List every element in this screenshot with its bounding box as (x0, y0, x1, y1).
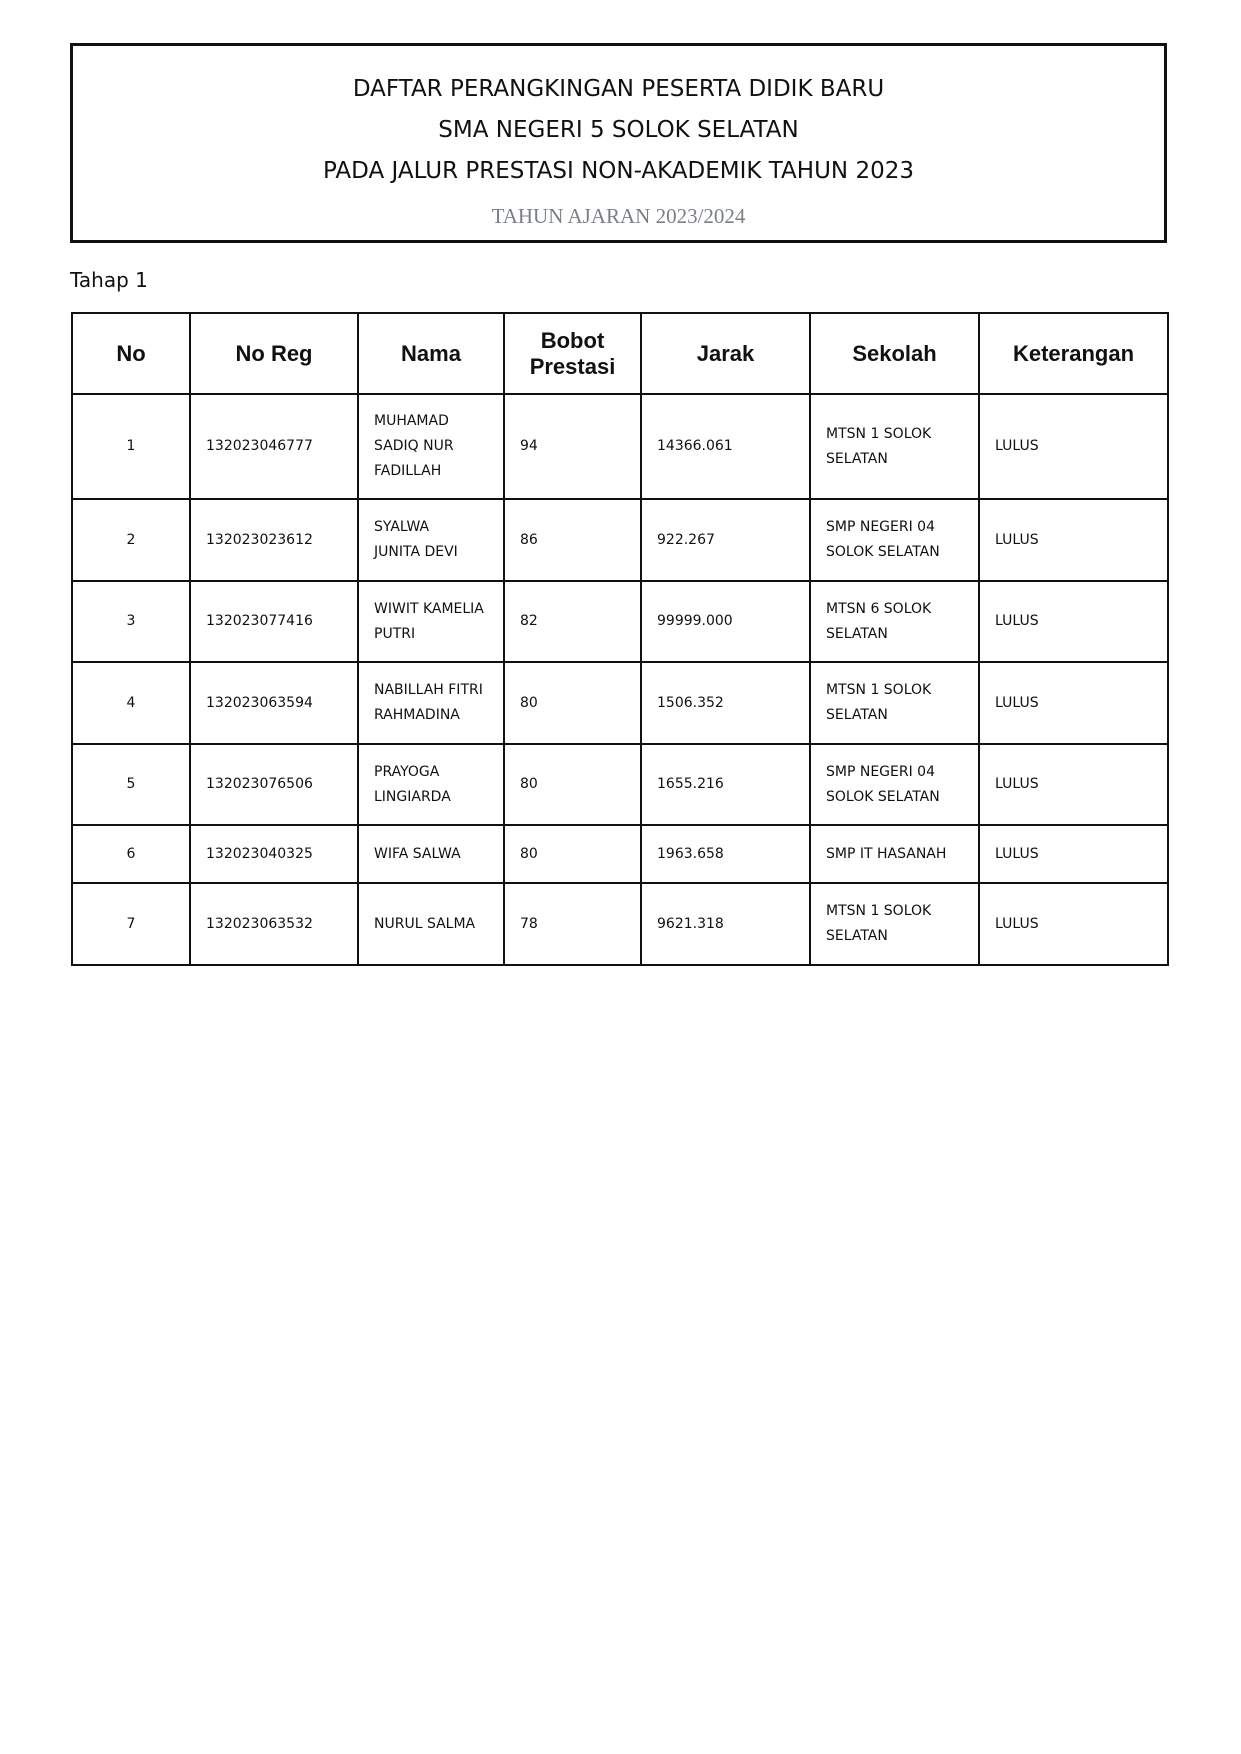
column-header-keterangan: Keterangan (979, 313, 1168, 394)
nama-line: PRAYOGA (374, 763, 440, 780)
header-school-name: SMA NEGERI 5 SOLOK SELATAN (438, 117, 799, 143)
cell-bobot: 80 (504, 662, 641, 744)
cell-keterangan: LULUS (979, 662, 1168, 744)
ranking-table (71, 312, 1169, 966)
cell-nama (358, 825, 504, 883)
cell-noreg: 132023046777 (190, 394, 358, 499)
header-academic-year: TAHUN AJARAN 2023/2024 (491, 204, 746, 228)
cell-noreg: 132023077416 (190, 581, 358, 662)
sekolah-line: SOLOK SELATAN (826, 788, 940, 805)
cell-sekolah (810, 499, 979, 581)
table-header-row (72, 313, 1168, 394)
sekolah-line: SOLOK SELATAN (826, 544, 940, 560)
cell-noreg: 132023023612 (190, 499, 358, 581)
cell-bobot: 82 (504, 581, 641, 662)
sekolah-line: SMP NEGERI 04 (826, 763, 935, 780)
cell-sekolah (810, 394, 979, 499)
cell-keterangan: LULUS (979, 581, 1168, 662)
cell-bobot: 80 (504, 825, 641, 883)
column-header-bobot-prestasi (504, 313, 641, 394)
cell-sekolah (810, 825, 979, 883)
table-row (72, 744, 1168, 825)
cell-no: 7 (72, 883, 190, 965)
cell-noreg: 132023076506 (190, 744, 358, 825)
sekolah-line: SELATAN (826, 928, 888, 944)
nama-line: SADIQ NUR (374, 438, 454, 454)
cell-bobot: 86 (504, 499, 641, 581)
cell-jarak: 14366.061 (641, 394, 810, 499)
sekolah-line: SMP NEGERI 04 (826, 519, 935, 535)
nama-line: NABILLAH FITRI (374, 682, 483, 698)
column-header-jarak: Jarak (641, 313, 810, 394)
nama-line: WIFA SALWA (374, 845, 461, 862)
table-row (72, 499, 1168, 581)
cell-bobot: 94 (504, 394, 641, 499)
cell-no: 6 (72, 825, 190, 883)
cell-no: 1 (72, 394, 190, 499)
cell-keterangan: LULUS (979, 394, 1168, 499)
table-row (72, 394, 1168, 499)
cell-nama (358, 662, 504, 744)
cell-jarak: 1655.216 (641, 744, 810, 825)
cell-nama (358, 883, 504, 965)
cell-jarak: 9621.318 (641, 883, 810, 965)
cell-bobot: 80 (504, 744, 641, 825)
table-row (72, 883, 1168, 965)
nama-line: MUHAMAD (374, 413, 449, 429)
header-box (70, 43, 1167, 243)
cell-jarak: 1506.352 (641, 662, 810, 744)
nama-line: PUTRI (374, 625, 416, 642)
cell-nama (358, 581, 504, 662)
cell-jarak: 99999.000 (641, 581, 810, 662)
cell-keterangan: LULUS (979, 499, 1168, 581)
cell-no: 2 (72, 499, 190, 581)
cell-noreg: 132023063594 (190, 662, 358, 744)
table-row (72, 825, 1168, 883)
column-header-no: No (72, 313, 190, 394)
nama-line: RAHMADINA (374, 707, 460, 723)
cell-nama (358, 394, 504, 499)
column-header-noreg: No Reg (190, 313, 358, 394)
column-header-bobot-line-2: Prestasi (529, 353, 616, 379)
sekolah-line: MTSN 1 SOLOK (826, 903, 932, 919)
cell-no: 4 (72, 662, 190, 744)
sekolah-line: SELATAN (826, 625, 888, 642)
sekolah-line: SELATAN (826, 707, 888, 723)
cell-jarak: 1963.658 (641, 825, 810, 883)
cell-nama (358, 499, 504, 581)
nama-line: WIWIT KAMELIA (374, 600, 484, 617)
sekolah-line: MTSN 6 SOLOK (826, 600, 932, 617)
column-header-bobot-line-1: Bobot (540, 327, 605, 353)
cell-sekolah (810, 662, 979, 744)
cell-keterangan: LULUS (979, 744, 1168, 825)
table-row (72, 662, 1168, 744)
cell-no: 5 (72, 744, 190, 825)
nama-line: JUNITA DEVI (374, 544, 458, 560)
column-header-sekolah: Sekolah (810, 313, 979, 394)
nama-line: LINGIARDA (374, 788, 451, 805)
cell-noreg: 132023063532 (190, 883, 358, 965)
nama-line: FADILLAH (374, 463, 442, 479)
sekolah-line: MTSN 1 SOLOK (826, 682, 932, 698)
stage-label: Tahap 1 (70, 268, 148, 292)
cell-bobot: 78 (504, 883, 641, 965)
cell-no: 3 (72, 581, 190, 662)
cell-sekolah (810, 744, 979, 825)
sekolah-line: SELATAN (826, 450, 888, 467)
cell-jarak: 922.267 (641, 499, 810, 581)
cell-nama (358, 744, 504, 825)
cell-sekolah (810, 581, 979, 662)
header-pathway-line: PADA JALUR PRESTASI NON-AKADEMIK TAHUN 2023 (323, 158, 914, 184)
nama-line: NURUL SALMA (374, 915, 476, 932)
column-header-nama: Nama (358, 313, 504, 394)
table-row (72, 581, 1168, 662)
cell-keterangan: LULUS (979, 883, 1168, 965)
sekolah-line: MTSN 1 SOLOK (826, 425, 932, 442)
cell-keterangan: LULUS (979, 825, 1168, 883)
sekolah-line: SMP IT HASANAH (826, 845, 947, 862)
header-title-line-1: DAFTAR PERANGKINGAN PESERTA DIDIK BARU (352, 76, 885, 102)
nama-line: SYALWA (374, 519, 430, 535)
cell-noreg: 132023040325 (190, 825, 358, 883)
cell-sekolah (810, 883, 979, 965)
